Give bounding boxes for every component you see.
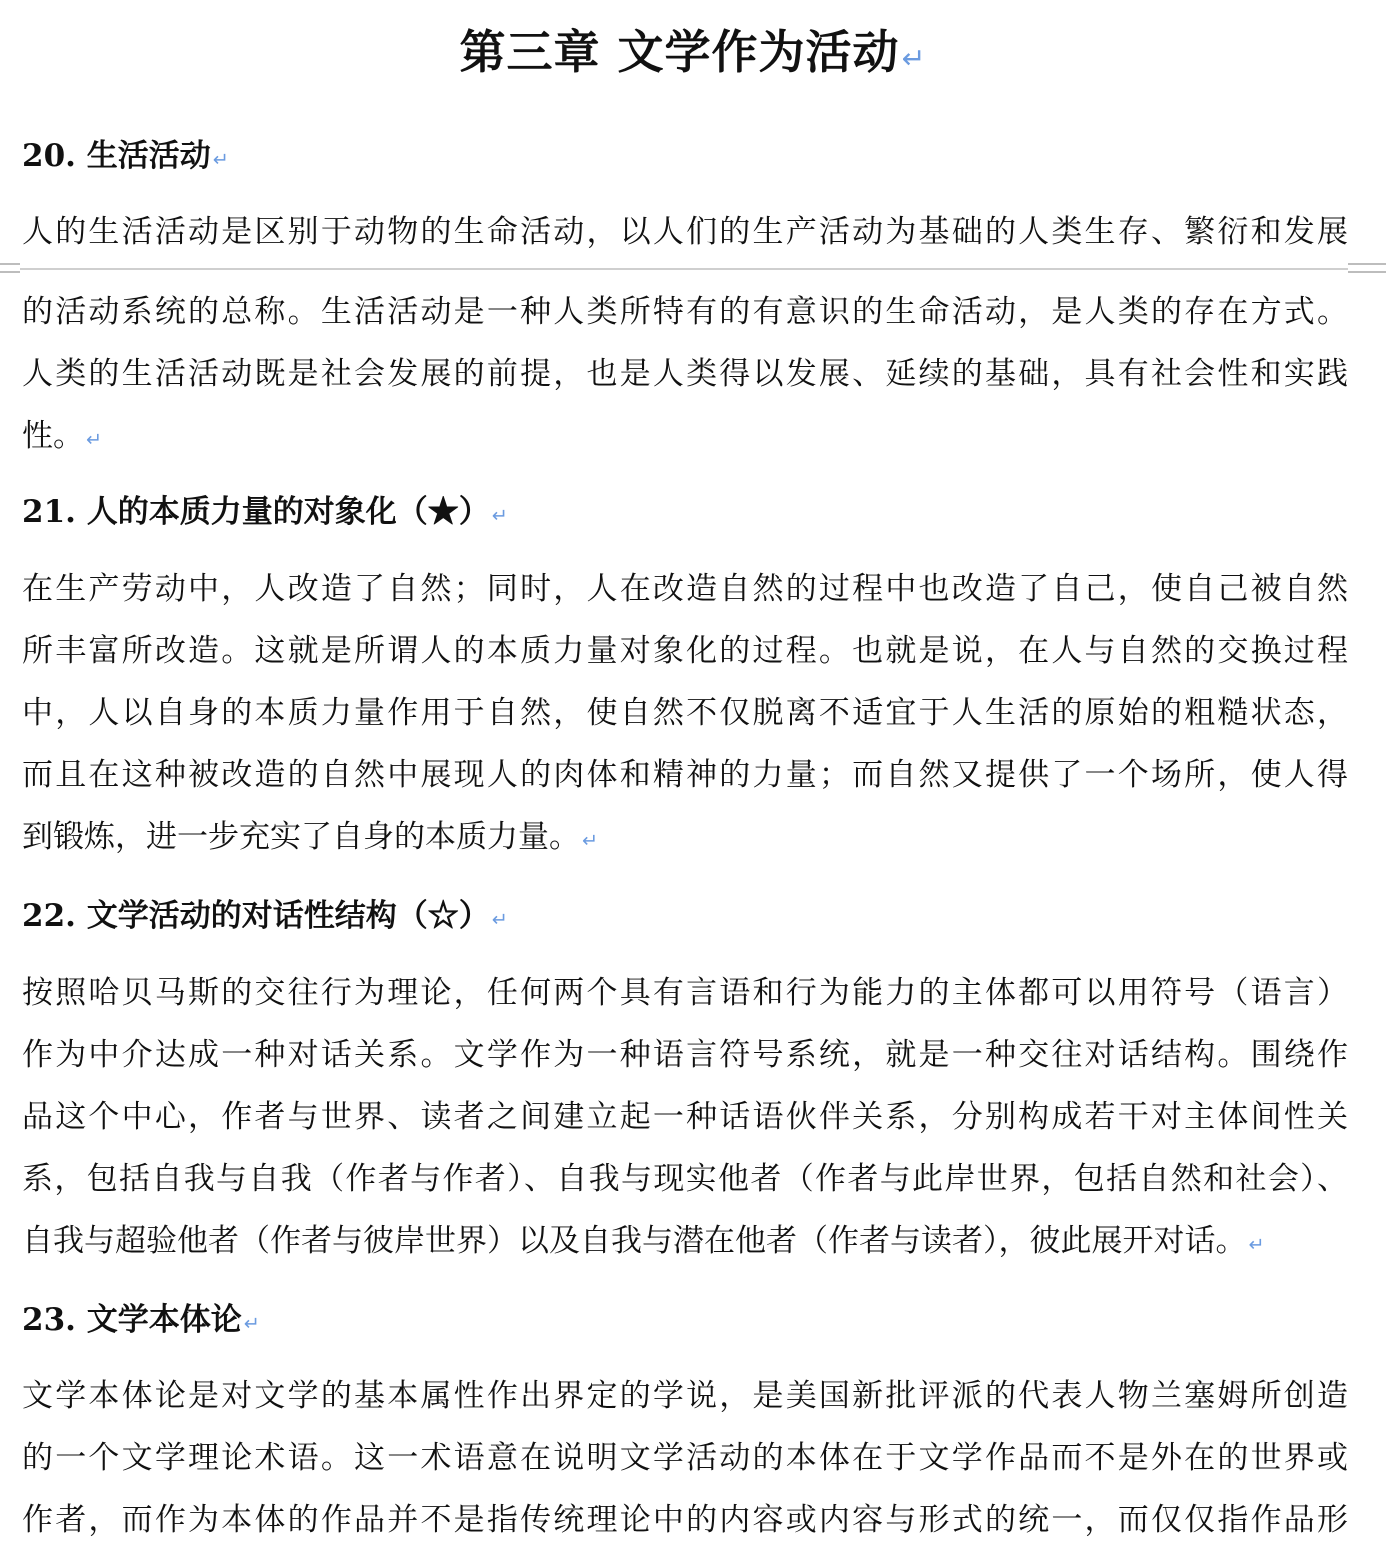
paragraph-mark-icon: ↵ — [582, 829, 599, 852]
section-heading-23 — [22, 1300, 260, 1344]
text-line: 中，人以自身的本质力量作用于自然，使自然不仅脱离不适宜于人生活的原始的粗糙状态， — [22, 695, 1348, 731]
section-21-paragraph — [22, 558, 1348, 868]
text-line — [22, 1210, 1348, 1272]
text-line: 品这个中心，作者与世界、读者之间建立起一种话语伙伴关系，分别构成若干对主体间性关 — [22, 1099, 1348, 1135]
page-break-rule — [20, 268, 1348, 270]
text-line: 所丰富所改造。这就是所谓人的本质力量对象化的过程。也就是说，在人与自然的交换过程 — [22, 633, 1348, 669]
section-20-paragraph-part1 — [22, 201, 1348, 263]
text-line: 的一个文学理论术语。这一术语意在说明文学活动的本体在于文学作品而不是外在的世界或 — [22, 1440, 1348, 1476]
text-line: 而且在这种被改造的自然中展现人的肉体和精神的力量；而自然又提供了一个场所，使人得 — [22, 757, 1348, 793]
page-break-separator — [0, 262, 1386, 276]
text-line — [22, 806, 1348, 868]
paragraph-mark-icon: ↵ — [491, 908, 508, 931]
paragraph-mark-icon: ↵ — [86, 428, 103, 451]
text-line: 按照哈贝马斯的交往行为理论，任何两个具有言语和行为能力的主体都可以用符号（语言） — [22, 975, 1348, 1011]
section-heading-text: 22. 文学活动的对话性结构（☆） — [22, 898, 490, 934]
paragraph-mark-icon: ↵ — [491, 504, 508, 527]
page-break-handle-left[interactable] — [0, 263, 20, 273]
text-line: 系，包括自我与自我（作者与作者）、自我与现实他者（作者与此岸世界，包括自然和社会）、 — [22, 1161, 1348, 1197]
text-line: 文学本体论是对文学的基本属性作出界定的学说，是美国新批评派的代表人物兰塞姆所创造 — [22, 1378, 1348, 1414]
section-22-paragraph — [22, 962, 1348, 1272]
text-line: 作者，而作为本体的作品并不是指传统理论中的内容或内容与形式的统一，而仅仅指作品形 — [22, 1502, 1348, 1538]
section-heading-22 — [22, 896, 508, 940]
paragraph-mark-icon: ↵ — [1248, 1233, 1265, 1256]
section-heading-21 — [22, 492, 508, 536]
chapter-title — [0, 22, 1386, 89]
chapter-title-text: 第三章 文学作为活动 — [459, 25, 900, 79]
text-line: 在生产劳动中，人改造了自然；同时，人在改造自然的过程中也改造了自己，使自己被自然 — [22, 571, 1348, 607]
section-heading-20 — [22, 136, 229, 180]
paragraph-mark-icon: ↵ — [212, 148, 229, 171]
text-line-content: 性。 — [22, 418, 84, 454]
section-20-paragraph-part2 — [22, 281, 1348, 467]
paragraph-mark-icon: ↵ — [243, 1312, 260, 1335]
text-line: 的活动系统的总称。生活活动是一种人类所特有的有意识的生命活动，是人类的存在方式。 — [22, 294, 1348, 330]
text-line: 作为中介达成一种对话关系。文学作为一种语言符号系统，就是一种交往对话结构。围绕作 — [22, 1037, 1348, 1073]
text-line: 人的生活活动是区别于动物的生命活动，以人们的生产活动为基础的人类生存、繁衍和发展 — [22, 214, 1348, 250]
text-line — [22, 405, 1348, 467]
paragraph-mark-icon: ↵ — [901, 42, 927, 75]
text-line: 人类的生活活动既是社会发展的前提，也是人类得以发展、延续的基础，具有社会性和实践 — [22, 356, 1348, 392]
section-heading-text: 23. 文学本体论 — [22, 1302, 242, 1338]
section-23-paragraph — [22, 1365, 1348, 1551]
section-heading-text: 20. 生活活动 — [22, 138, 211, 174]
section-heading-text: 21. 人的本质力量的对象化（★） — [22, 494, 490, 530]
text-line-content: 到锻炼，进一步充实了自身的本质力量。 — [22, 819, 580, 855]
page-break-handle-right[interactable] — [1348, 263, 1386, 273]
text-line-content: 自我与超验他者（作者与彼岸世界）以及自我与潜在他者（作者与读者），彼此展开对话。 — [22, 1223, 1247, 1259]
